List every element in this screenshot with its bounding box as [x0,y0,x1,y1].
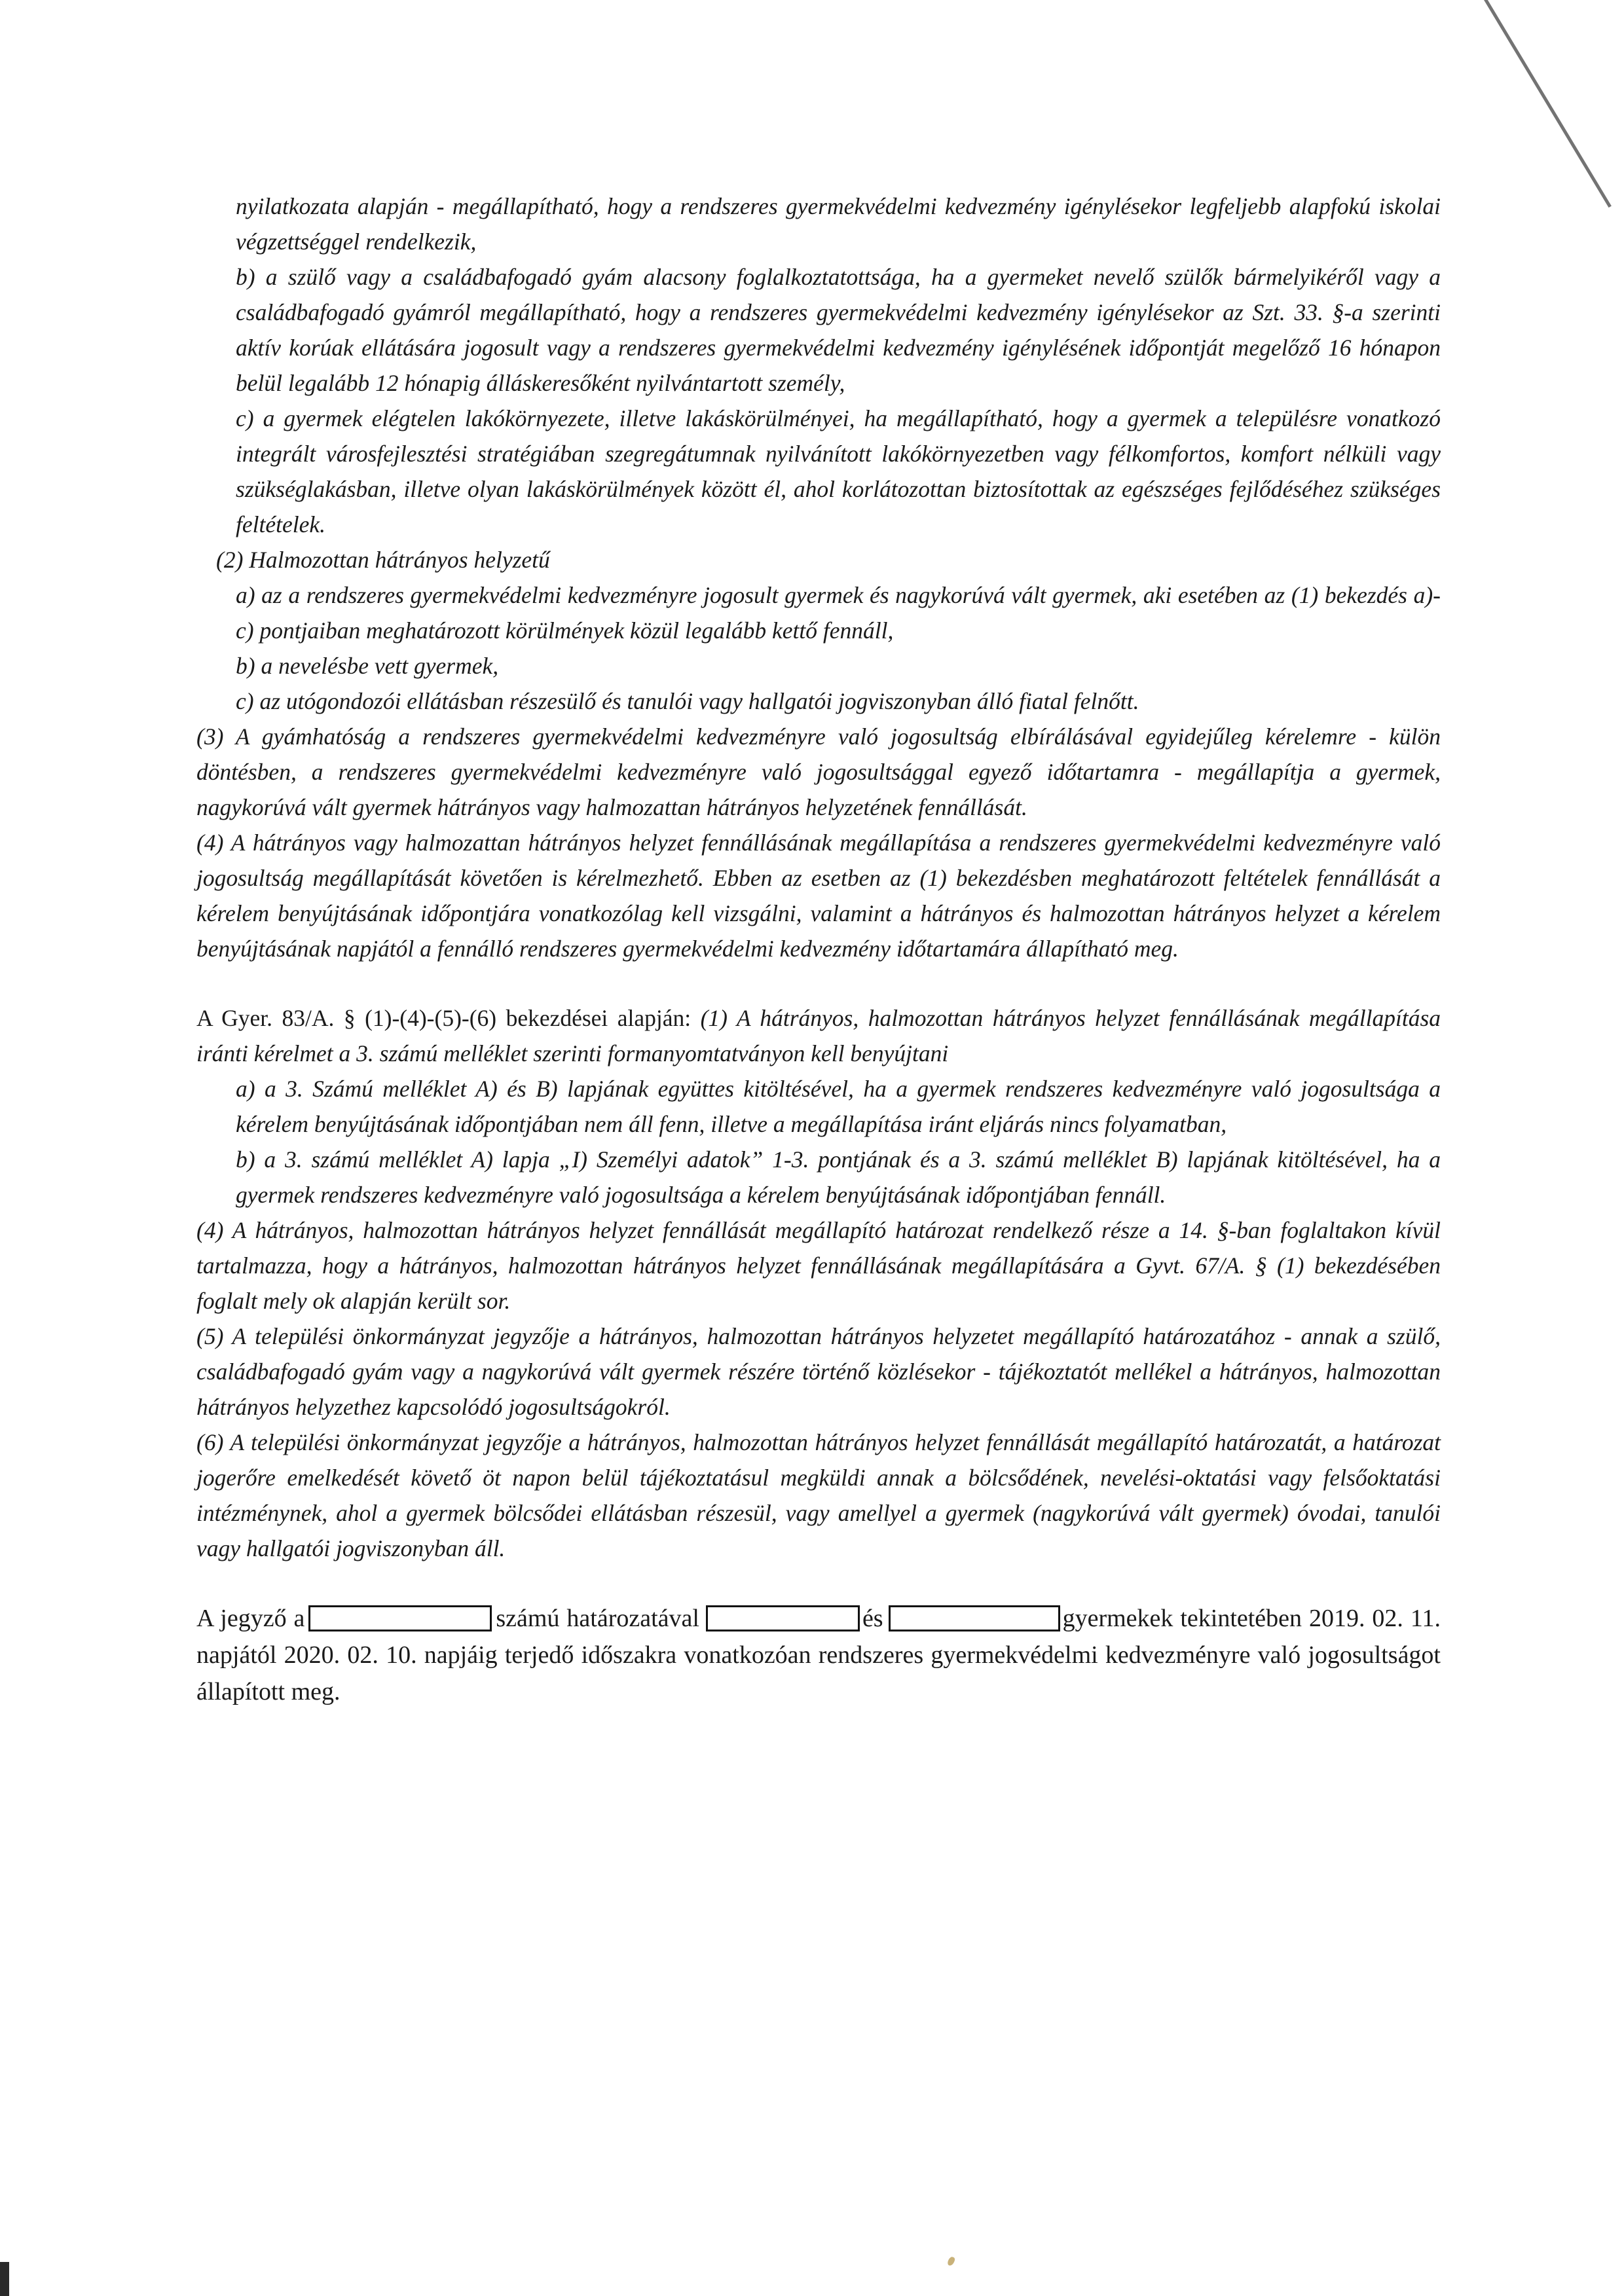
decision-text-3: és [862,1605,883,1632]
gyer-item-b: b) a 3. számú melléklet A) lapja „I) Személyi adatok” 1-3. pontjának és a 3. számú melléklet B) lapjának kitöltésével, ha a gyermek rendszeres kedvezményre való jogosultsága a kérelem benyújtásának időpontjában fennáll. [236,1146,1441,1208]
spacer [196,1566,1441,1600]
section-4: (4) A hátrányos vagy halmozattan hátrányos helyzet fennállásának megállapítása a rendszeres gyermekvédelmi kedvezményre való jogosultság megállapítását követően is kérelmezhető. Ebben az esetben az (1) bekezdésben meghatározott feltételek fennállását a kérelem benyújtásának időpontjára vonatkozólag kell vizsgálni, valamint a hátrányos és halmozottan hátrányos helyzet a kérelem benyújtásának napjától a fennálló rendszeres gyermekvédelmi kedvezmény időtartamára állapítható meg. [196,829,1441,962]
decision-text-1: A jegyző a [196,1605,305,1632]
gyer-paragraph-5: (5) A települési önkormányzat jegyzője a hátrányos, halmozottan hátrányos helyzetet megállapító határozatához - annak a szülő, családbafogadó gyám vagy a nagykorúvá vált gyermek részére történő közlésekor - tájékoztatót mellékel a hátrányos, halmozottan hátrányos helyzethez kapcsolódó jogosultságokról. [196,1323,1441,1420]
decision-text-4: gyermekek tekintetében 2019. 02. 11. napjától 2020. 02. 10. napjáig terjedő időszakra vonatkozóan rendszeres gyermekvédelmi kedvezményre való jogosultságot állapított meg. [196,1605,1441,1705]
decision-text-2: számú határozatával [496,1605,699,1632]
scan-corner-mark [0,2262,9,2296]
redaction-box-resolution-number [308,1605,492,1631]
decision-paragraph [196,1600,1441,1710]
gyer-section [196,1000,1441,1566]
document-page [196,189,1441,1710]
item-c: c) a gyermek elégtelen lakókörnyezete, illetve lakáskörülményei, ha megállapítható, hogy a gyermek a településre vonatkozó integrált városfejlesztési stratégiában szegregátumnak nyilvánított lakókörnyezetben vagy félkomfortos, komfort nélküli vagy szükséglakásban, illetve olyan lakáskörülmények között él, ahol korlátozottan biztosítottak az egészséges fejlődéséhez szükséges feltételek. [236,405,1441,538]
item-b: b) a szülő vagy a családbafogadó gyám alacsony foglalkoztatottsága, ha a gyermeket nevelő szülők bármelyikéről vagy a családbafogadó gyámról megállapítható, hogy a rendszeres gyermekvédelmi kedvezmény igénylésekor az Szt. 33. §-a szerinti aktív korúak ellátására jogosult vagy a rendszeres gyermekvédelmi kedvezmény igénylésének időpontját megelőző 16 hónapon belül legalább 12 hónapig álláskeresőként nyilvántartott személy, [236,264,1441,396]
scan-edge-line [1460,0,1612,208]
gyer-paragraph-4: (4) A hátrányos, halmozottan hátrányos helyzet fennállását megállapító határozat rendelkező része a 14. §-ban foglaltakon kívül tartalmazza, hogy a hátrányos, halmozottan hátrányos helyzet fennállásának megállapítására a Gyvt. 67/A. § (1) bekezdésében foglalt mely ok alapján került sor. [196,1217,1441,1314]
item-a-continued: nyilatkozata alapján - megállapítható, hogy a rendszeres gyermekvédelmi kedvezmény igénylésekor legfeljebb alapfokú iskolai végzettséggel rendelkezik, [236,193,1441,255]
section-2-heading: (2) Halmozottan hátrányos helyzetű [216,547,550,573]
spacer [196,966,1441,1000]
section-3: (3) A gyámhatóság a rendszeres gyermekvédelmi kedvezményre való jogosultság elbírálásával egyidejűleg kérelemre - külön döntésben, a rendszeres gyermekvédelmi kedvezményre való jogosultsággal egyező időtartamra - megállapítja a gyermek, nagykorúvá vált gyermek hátrányos vagy halmozattan hátrányos helyzetének fennállását. [196,723,1441,820]
redaction-box-child-2 [889,1605,1060,1631]
section-2 [196,542,1441,719]
section-2-item-c: c) az utógondozói ellátásban részesülő és tanulói vagy hallgatói jogviszonyban álló fiatal felnőtt. [236,688,1139,714]
section-2-item-b: b) a nevelésbe vett gyermek, [236,653,499,679]
gyer-intro: A Gyer. 83/A. § (1)-(4)-(5)-(6) bekezdései alapján: [196,1005,692,1031]
section-2-item-a: a) az a rendszeres gyermekvédelmi kedvezményre jogosult gyermek és nagykorúvá vált gyermek, aki esetében az (1) bekezdés a)-c) pontjaiban meghatározott körülmények közül legalább kettő fennáll, [236,582,1441,644]
continued-list [196,189,1441,542]
gyer-paragraph-1 [196,1000,1441,1071]
redaction-box-child-1 [706,1605,860,1631]
scan-speck [946,2256,955,2267]
gyer-p1: (1) A hátrányos, halmozottan hátrányos helyzet fennállásának megállapítása iránti kérelmet a 3. számú melléklet szerinti formanyomtatványon kell benyújtani [196,1005,1441,1066]
gyer-item-a: a) a 3. Számú melléklet A) és B) lapjának együttes kitöltésével, ha a gyermek rendszeres kedvezményre való jogosultsága a kérelem benyújtásának időpontjában nem áll fenn, illetve a megállapítása iránt eljárás nincs folyamatban, [236,1076,1441,1137]
gyer-paragraph-6: (6) A települési önkormányzat jegyzője a hátrányos, halmozottan hátrányos helyzet fennállását megállapító határozatát, a határozat jogerőre emelkedését követő öt napon belül tájékoztatásul megküldi annak a bölcsődének, nevelési-oktatási vagy felsőoktatási intézménynek, ahol a gyermek bölcsődei ellátásban részesül, vagy amellyel a gyermek (nagykorúvá vált gyermek) óvodai, tanulói vagy hallgatói jogviszonyban áll. [196,1429,1441,1561]
